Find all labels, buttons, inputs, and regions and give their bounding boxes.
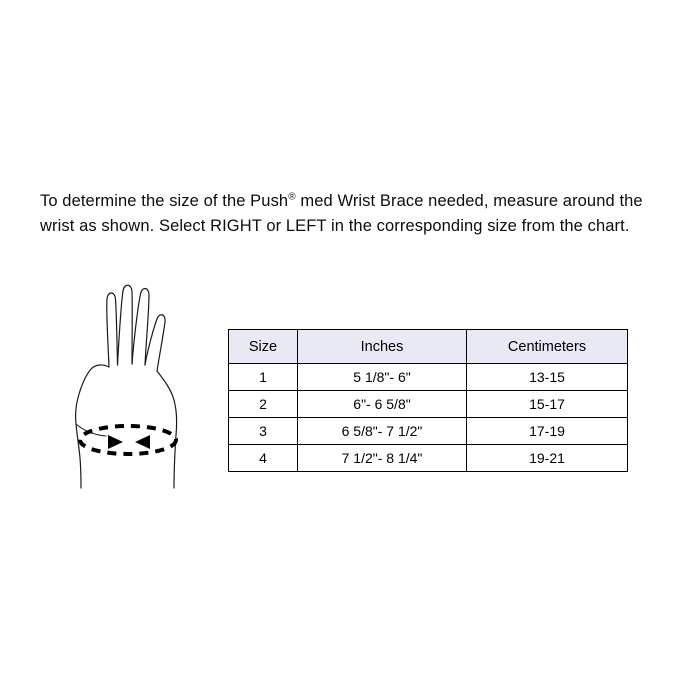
cell-centimeters: 15-17	[467, 391, 628, 418]
cell-inches: 6 5/8"- 7 1/2"	[298, 418, 467, 445]
instruction-text-part1: To determine the size of the Push	[40, 191, 289, 210]
table-row	[229, 418, 628, 445]
cell-size: 4	[229, 445, 298, 472]
cell-centimeters: 19-21	[467, 445, 628, 472]
hand-illustration	[46, 272, 216, 497]
table-row	[229, 364, 628, 391]
column-header-inches: Inches	[298, 330, 467, 364]
cell-centimeters: 13-15	[467, 364, 628, 391]
cell-size: 2	[229, 391, 298, 418]
instruction-paragraph	[40, 189, 665, 239]
table-row	[229, 445, 628, 472]
cell-inches: 7 1/2"- 8 1/4"	[298, 445, 467, 472]
registered-mark: ®	[288, 191, 296, 202]
cell-size: 3	[229, 418, 298, 445]
size-chart-table	[228, 329, 628, 472]
table-header-row	[229, 330, 628, 364]
cell-inches: 5 1/8"- 6"	[298, 364, 467, 391]
column-header-size: Size	[229, 330, 298, 364]
instruction-text-part2: med Wrist Brace needed, measure around the wrist as shown. Select RIGHT or LEFT in the corresponding size from the chart.	[40, 191, 643, 235]
cell-inches: 6"- 6 5/8"	[298, 391, 467, 418]
cell-size: 1	[229, 364, 298, 391]
wrist-measure-arrows-icon	[80, 426, 176, 454]
hand-outline-icon	[46, 272, 216, 497]
column-header-centimeters: Centimeters	[467, 330, 628, 364]
cell-centimeters: 17-19	[467, 418, 628, 445]
table-row	[229, 391, 628, 418]
